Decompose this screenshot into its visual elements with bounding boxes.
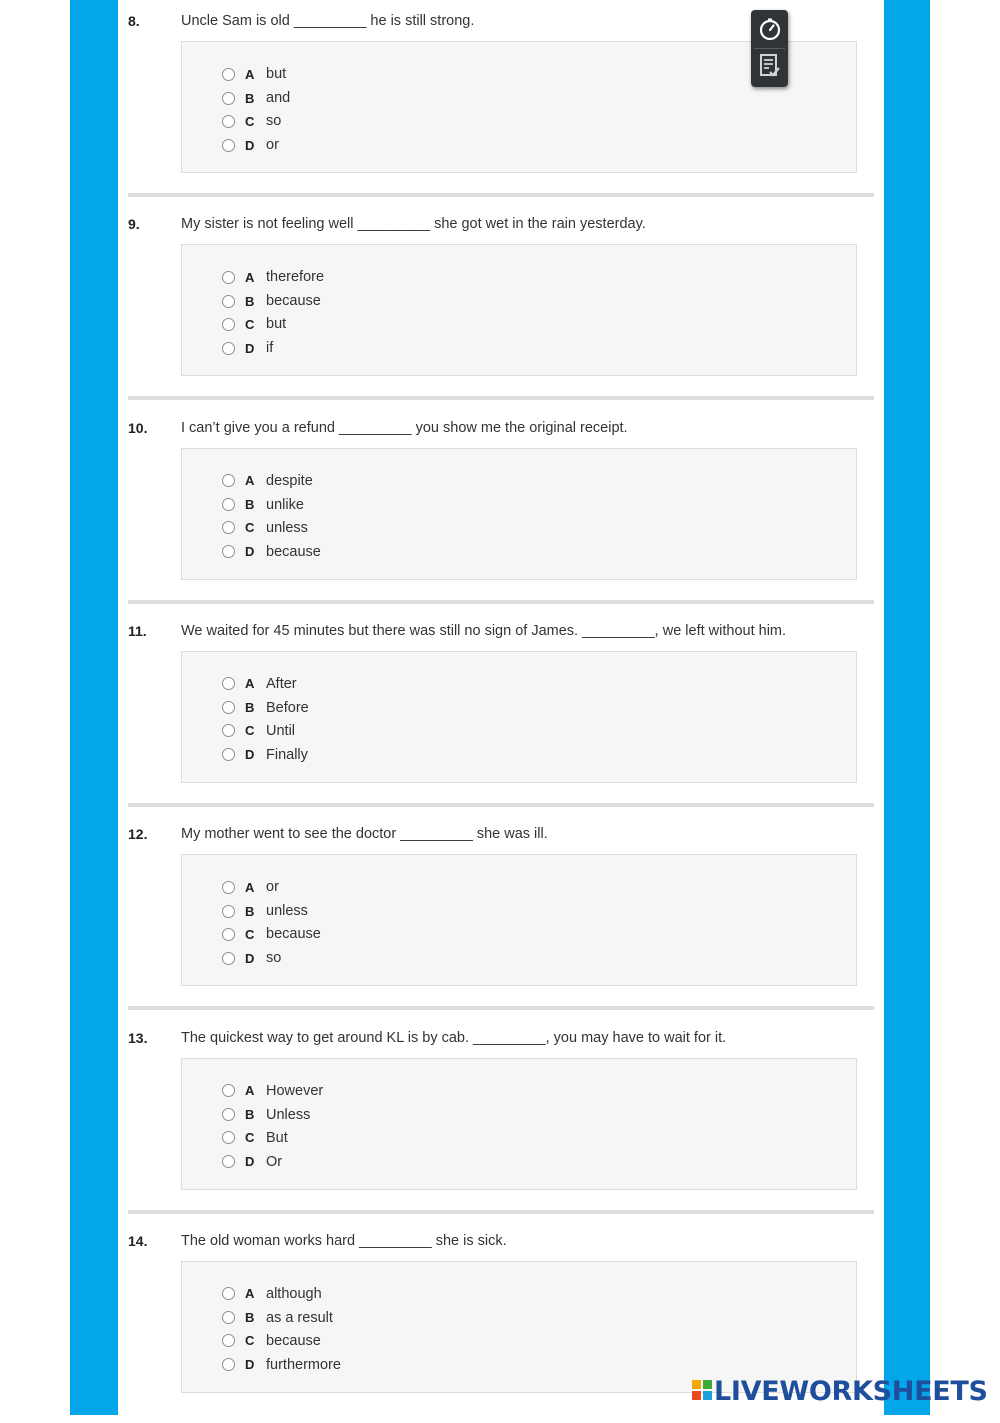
radio-button[interactable]: [222, 905, 235, 918]
option-letter: B: [245, 700, 255, 716]
brand-logo: [692, 1374, 988, 1408]
option-letter: B: [245, 497, 255, 513]
option-text: because: [266, 543, 321, 560]
answer-option[interactable]: [222, 877, 279, 897]
timer-button[interactable]: [755, 14, 784, 44]
question-item: [128, 610, 874, 813]
answer-option[interactable]: [222, 1105, 310, 1125]
option-text: but: [266, 316, 287, 333]
option-text: despite: [266, 472, 313, 489]
option-text: as a result: [266, 1309, 333, 1326]
question-item: [128, 407, 874, 610]
option-letter: C: [245, 520, 255, 536]
radio-button[interactable]: [222, 748, 235, 761]
answer-option[interactable]: [222, 495, 304, 515]
answer-option[interactable]: [222, 698, 309, 718]
question-separator: [128, 1006, 874, 1010]
option-letter: A: [245, 66, 255, 82]
option-text: so: [266, 113, 282, 129]
answer-option[interactable]: [222, 674, 297, 694]
radio-button[interactable]: [222, 318, 235, 331]
radio-button[interactable]: [222, 1358, 235, 1371]
option-text: although: [266, 1285, 322, 1302]
radio-button[interactable]: [222, 928, 235, 941]
question-text: I can’t give you a refund _________ you show me the original receipt.: [181, 419, 628, 436]
option-text: therefore: [266, 269, 325, 286]
question-separator: [128, 396, 874, 400]
radio-button[interactable]: [222, 498, 235, 511]
option-text: However: [266, 1082, 324, 1099]
answer-options-box: [181, 448, 857, 580]
radio-button[interactable]: [222, 474, 235, 487]
question-item: [128, 1017, 874, 1220]
question-text: Uncle Sam is old _________ he is still strong.: [181, 13, 475, 29]
radio-button[interactable]: [222, 92, 235, 105]
question-text: We waited for 45 minutes but there was still no sign of James. _________, we left without him.: [181, 622, 787, 639]
answer-option[interactable]: [222, 471, 313, 491]
option-text: but: [266, 66, 287, 82]
option-letter: D: [245, 340, 255, 356]
option-letter: C: [245, 113, 255, 129]
radio-button[interactable]: [222, 521, 235, 534]
option-text: Or: [266, 1153, 283, 1170]
question-number: 11.: [128, 622, 147, 639]
option-letter: D: [245, 544, 255, 560]
answer-option[interactable]: [222, 518, 308, 538]
option-letter: B: [245, 293, 255, 309]
answer-option[interactable]: [222, 338, 273, 358]
answer-options-box: [181, 1058, 857, 1190]
answer-option[interactable]: [222, 1284, 322, 1304]
option-text: Finally: [266, 746, 308, 763]
option-letter: C: [245, 723, 255, 739]
question-separator: [128, 193, 874, 197]
option-text: and: [266, 90, 291, 106]
question-number: 13.: [128, 1029, 148, 1046]
answer-option[interactable]: [222, 745, 308, 765]
option-letter: C: [245, 1130, 255, 1145]
option-text: After: [266, 675, 297, 692]
option-letter: A: [245, 269, 255, 285]
option-letter: D: [245, 950, 255, 966]
option-letter: C: [245, 926, 255, 942]
option-text: Unless: [266, 1106, 311, 1123]
question-number: 10.: [128, 419, 148, 436]
option-letter: A: [245, 879, 255, 895]
answer-option[interactable]: [222, 135, 279, 155]
answer-option[interactable]: [222, 1308, 333, 1328]
option-letter: B: [245, 90, 255, 106]
option-letter: D: [245, 747, 255, 763]
right-border-stripe: [884, 0, 930, 1415]
radio-button[interactable]: [222, 115, 235, 128]
option-letter: C: [245, 1333, 255, 1349]
option-text: or: [266, 137, 279, 153]
radio-button[interactable]: [222, 545, 235, 558]
left-border-stripe: [70, 0, 118, 1415]
radio-button[interactable]: [222, 271, 235, 284]
radio-button[interactable]: [222, 1311, 235, 1324]
question-separator: [128, 803, 874, 807]
checklist-icon: [758, 53, 782, 79]
option-text: unlike: [266, 496, 304, 513]
option-letter: A: [245, 1083, 255, 1098]
answer-option[interactable]: [222, 64, 286, 84]
option-letter: A: [245, 676, 255, 692]
checklist-button[interactable]: [755, 51, 784, 81]
option-letter: C: [245, 316, 255, 332]
answer-option[interactable]: [222, 542, 321, 562]
answer-option[interactable]: [222, 901, 308, 921]
option-letter: A: [245, 473, 255, 489]
option-text: because: [266, 1332, 321, 1349]
option-text: unless: [266, 903, 308, 920]
radio-button[interactable]: [222, 677, 235, 690]
question-text: My sister is not feeling well _________ she got wet in the rain yesterday.: [181, 216, 646, 233]
brand-name: LIVEWORKSHEETS: [714, 1375, 988, 1407]
radio-button[interactable]: [222, 1108, 235, 1121]
answer-option[interactable]: [222, 88, 290, 108]
answer-option[interactable]: [222, 1355, 341, 1375]
radio-button[interactable]: [222, 295, 235, 308]
answer-option[interactable]: [222, 1331, 321, 1351]
option-text: unless: [266, 519, 308, 536]
option-text: so: [266, 950, 282, 967]
question-text: My mother went to see the doctor _________ she was ill.: [181, 826, 548, 843]
question-text: The quickest way to get around KL is by cab. _________, you may have to wait for it.: [181, 1029, 727, 1046]
radio-button[interactable]: [222, 1287, 235, 1300]
question-separator: [128, 600, 874, 604]
stopwatch-icon: [758, 17, 782, 41]
option-text: because: [266, 926, 321, 943]
radio-button[interactable]: [222, 881, 235, 894]
option-letter: A: [245, 1286, 255, 1302]
option-letter: B: [245, 1107, 255, 1122]
option-letter: D: [245, 1154, 255, 1169]
radio-button[interactable]: [222, 1155, 235, 1168]
answer-option[interactable]: [222, 1081, 323, 1101]
liveworksheets-logo-icon: [692, 1380, 712, 1402]
question-separator: [128, 1210, 874, 1214]
radio-button[interactable]: [222, 342, 235, 355]
radio-button[interactable]: [222, 1131, 235, 1144]
answer-option[interactable]: [222, 1128, 288, 1148]
question-number: 8.: [128, 13, 140, 29]
answer-option[interactable]: [222, 948, 281, 968]
answer-options-box: [181, 854, 857, 986]
question-text: The old woman works hard _________ she is sick.: [181, 1232, 507, 1249]
question-item: [128, 203, 874, 406]
radio-button[interactable]: [222, 724, 235, 737]
question-number: 14.: [128, 1232, 148, 1249]
answer-option[interactable]: [222, 1152, 282, 1172]
answer-options-box: [181, 651, 857, 783]
answer-option[interactable]: [222, 314, 286, 334]
option-text: if: [266, 340, 274, 357]
question-item: [128, 813, 874, 1016]
option-text: Before: [266, 699, 309, 716]
answer-option[interactable]: [222, 924, 321, 944]
question-number: 9.: [128, 216, 140, 233]
option-text: or: [266, 879, 279, 896]
answer-option[interactable]: [222, 111, 281, 131]
option-text: furthermore: [266, 1356, 341, 1373]
option-letter: B: [245, 903, 255, 919]
radio-button[interactable]: [222, 1084, 235, 1097]
option-letter: D: [245, 137, 255, 153]
radio-button[interactable]: [222, 701, 235, 714]
answer-option[interactable]: [222, 267, 324, 287]
question-number: 12.: [128, 826, 148, 843]
option-text: Until: [266, 722, 296, 739]
tool-divider: [754, 48, 785, 49]
answer-options-box: [181, 244, 857, 376]
answer-options-box: [181, 1261, 857, 1393]
answer-option[interactable]: [222, 721, 295, 741]
answer-option[interactable]: [222, 291, 321, 311]
tool-panel: [751, 10, 788, 87]
option-text: because: [266, 293, 321, 310]
radio-button[interactable]: [222, 68, 235, 81]
radio-button[interactable]: [222, 139, 235, 152]
option-text: But: [266, 1129, 288, 1146]
radio-button[interactable]: [222, 952, 235, 965]
option-letter: D: [245, 1357, 255, 1373]
radio-button[interactable]: [222, 1334, 235, 1347]
option-letter: B: [245, 1310, 255, 1326]
